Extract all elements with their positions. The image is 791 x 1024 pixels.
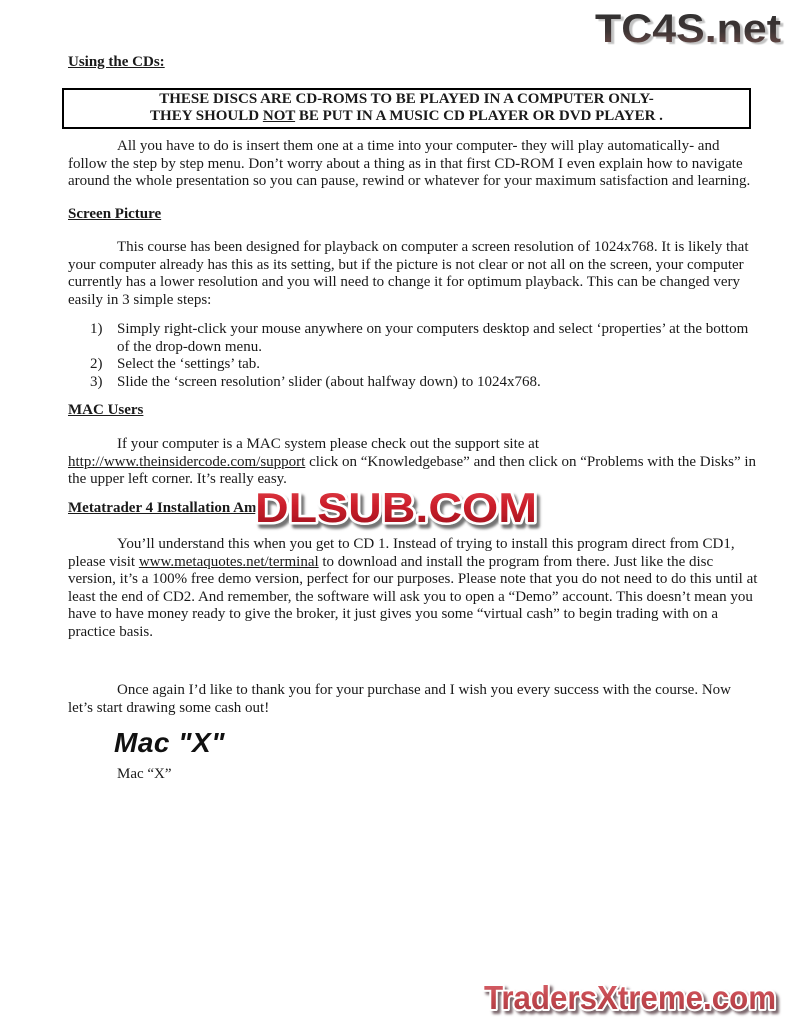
heading-metatrader-installation: Metatrader 4 Installation Ame [68,500,264,516]
insidercode-support-link[interactable]: http://www.theinsidercode.com/support [68,453,306,470]
warning-line2-not: NOT [262,107,296,124]
tc4s-logo [591,0,791,54]
paragraph-metatrader-post: to download and install the program from there. Just like the disc version, it’s a 100% free demo version, perfect for our purposes. Please note that you do not need to do this until at least the end of CD2. And remember, the software will ask you to open a “Demo” account. This doesn’t mean you have to have money ready to give the broker, it just gives you some “virtual cash” to begin trading with on a practice basis. [68,553,758,640]
warning-line2-post: BE PUT IN A MUSIC CD PLAYER OR DVD PLAYER . [295,107,663,124]
step-text: Select the ‘settings’ tab. [117,356,261,373]
metaquotes-terminal-link[interactable]: www.metaquotes.net/terminal [138,553,319,570]
dlsub-logo [248,481,548,537]
step-text: Simply right-click your mouse anywhere on your computers desktop and select ‘properties’ at the bottom of the drop-down menu. [117,321,749,355]
paragraph-intro: All you have to do is insert them one at a time into your computer- they will play automatically- and follow the step by step menu. Don’t worry about a thing as in that first CD-ROM I even explain how to navigate around the whole presentation so you can pause, rewind or whatever for your maximum satisfaction and learning. [68,138,751,190]
paragraph-mac-pre: If your computer is a MAC system please check out the support site at [117,436,539,452]
warning-line1: THESE DISCS ARE CD-ROMS TO BE PLAYED IN A COMPUTER ONLY- [159,91,654,107]
paragraph-screen-resolution: This course has been designed for playback on computer a screen resolution of 1024x768. It is likely that your computer already has this as its setting, but if the picture is not clear or not all on the screen, your computer currently has a lower resolution and you will need to change it for optimum playback. This can be changed very easily in 3 simple steps: [68,239,749,308]
step-number: 2) [90,356,103,373]
tradersxtreme-logo-text: TradersXtreme.com [484,979,776,1016]
step-number: 1) [90,321,103,337]
warning-box [62,88,751,129]
list-item [68,374,758,392]
heading-using-the-cds: Using the CDs: [68,54,165,70]
paragraph-metatrader-pre: You’ll understand this when you get to CD 1. Instead of trying to install this program direct from CD1, please visit [68,536,735,570]
paragraph-closing: Once again I’d like to thank you for your purchase and I wish you every success with the course. Now let’s start drawing some cash out! [68,682,731,716]
warning-line2-pre: THEY SHOULD [150,107,263,124]
tc4s-logo-text: TC4S.net [595,7,781,51]
list-item [68,356,758,374]
paragraph-mac-post: click on “Knowledgebase” and then click on “Problems with the Disks” in the upper left corner. It’s really easy. [68,453,757,488]
warning-line2 [68,108,745,125]
step-text: Slide the ‘screen resolution’ slider (about halfway down) to 1024x768. [117,373,541,390]
list-item [68,321,758,356]
heading-screen-picture: Screen Picture [68,206,162,222]
signature-typed: Mac “X” [117,766,172,782]
heading-mac-users: MAC Users [68,402,144,418]
paragraph-metatrader [68,536,758,642]
signature-handwritten: Mac "X" [114,727,225,758]
steps-list [68,321,758,391]
step-number: 3) [90,373,103,390]
tradersxtreme-logo [477,974,787,1022]
dlsub-logo-text: DLSUB.COM [255,484,537,531]
